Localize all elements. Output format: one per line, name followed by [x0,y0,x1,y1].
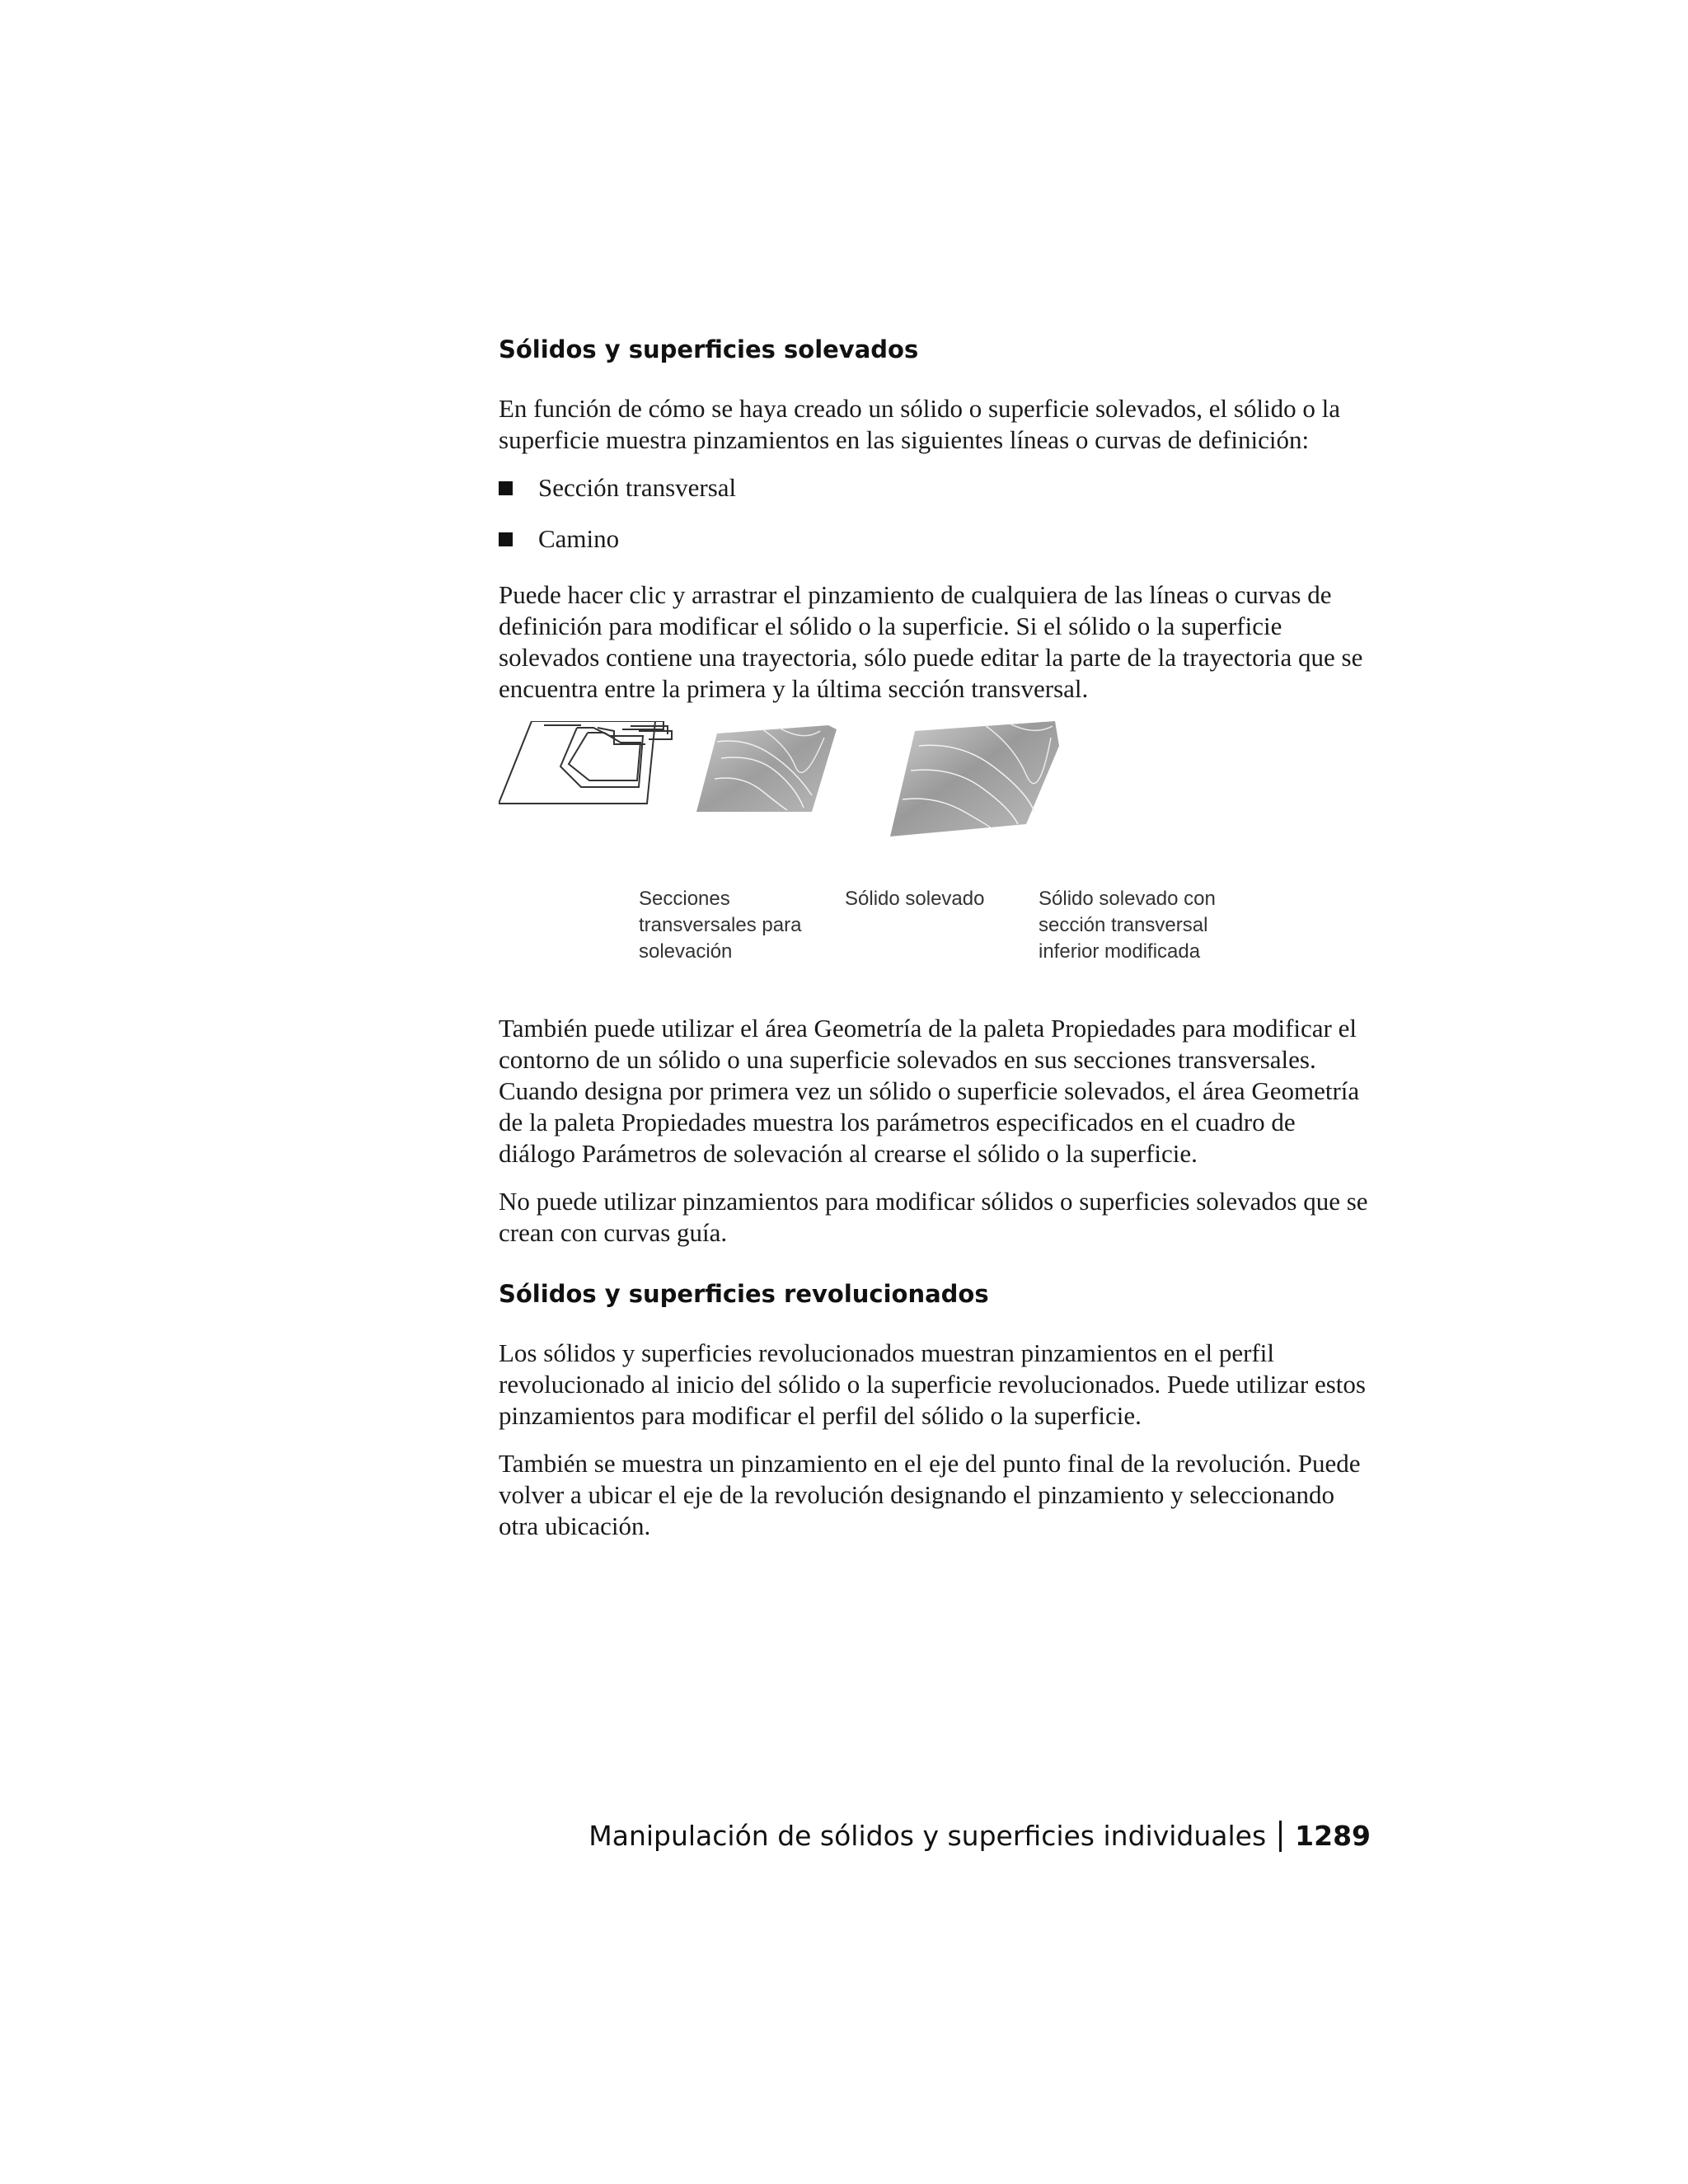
list-item [499,523,1372,555]
revolved-intro-paragraph: Los sólidos y superficies revolucionados muestran pinzamientos en el perfil revolucionado al inicio del sólido o la superficie revolucionados. Puede utilizar estos pinzamientos para modificar el perfil del sólido o la superficie. [499,1338,1366,1430]
page-content [499,334,1372,1558]
list-item-label: Camino [538,524,620,553]
cross-sections-drawing [499,721,672,804]
lofted-edit-paragraph: Puede hacer clic y arrastrar el pinzamiento de cualquiera de las líneas o curvas de definición para modificar el sólido o la superficie. Si el sólido o la superficie solevados contiene una trayectoria, sólo puede editar la parte de la trayectoria que se encuentra entre la primera y la última sección transversal. [499,580,1363,703]
caption-modified-lofted-solid: Sólido solevado con sección transversal inferior modificada [1039,888,1216,963]
caption-lofted-solid: Sólido solevado [845,888,985,910]
section-heading-revolved: Sólidos y superficies revolucionados [499,1280,989,1308]
lofted-intro-paragraph: En función de cómo se haya creado un sólido o superficie solevados, el sólido o la superficie muestra pinzamientos en las siguientes líneas o curvas de definición: [499,394,1341,454]
page-footer [588,1820,1371,1853]
lofted-solid-drawing [696,725,837,812]
lofted-figure [499,721,1372,993]
square-bullet-icon [499,532,513,546]
list-item [499,472,1372,504]
chapter-title: Manipulación de sólidos y superficies individuales [588,1820,1267,1852]
square-bullet-icon [499,481,513,495]
footer-separator [1279,1821,1282,1852]
section-heading-lofted: Sólidos y superficies solevados [499,335,919,363]
revolved-axis-paragraph: También se muestra un pinzamiento en el eje del punto final de la revolución. Puede volver a ubicar el eje de la revolución designando el pinzamiento y seleccionando otra ubicación. [499,1449,1361,1540]
modified-lofted-solid-drawing [890,721,1059,837]
caption-cross-sections: Secciones transversales para solevación [639,888,802,963]
lofted-illustration [499,721,1372,886]
definition-curves-list [499,472,1372,555]
page-number: 1289 [1295,1820,1371,1852]
guide-curves-paragraph: No puede utilizar pinzamientos para modificar sólidos o superficies solevados que se crean con curvas guía. [499,1187,1368,1247]
list-item-label: Sección transversal [538,473,737,502]
geometry-palette-paragraph: También puede utilizar el área Geometría de la paleta Propiedades para modificar el contorno de un sólido o una superficie solevados en sus secciones transversales. Cuando designa por primera vez un sólido o superficie solevados, el área Geometría de la paleta Propiedades muestra los parámetros especificados en el cuadro de diálogo Parámetros de solevación al crearse el sólido o la superficie. [499,1014,1360,1168]
